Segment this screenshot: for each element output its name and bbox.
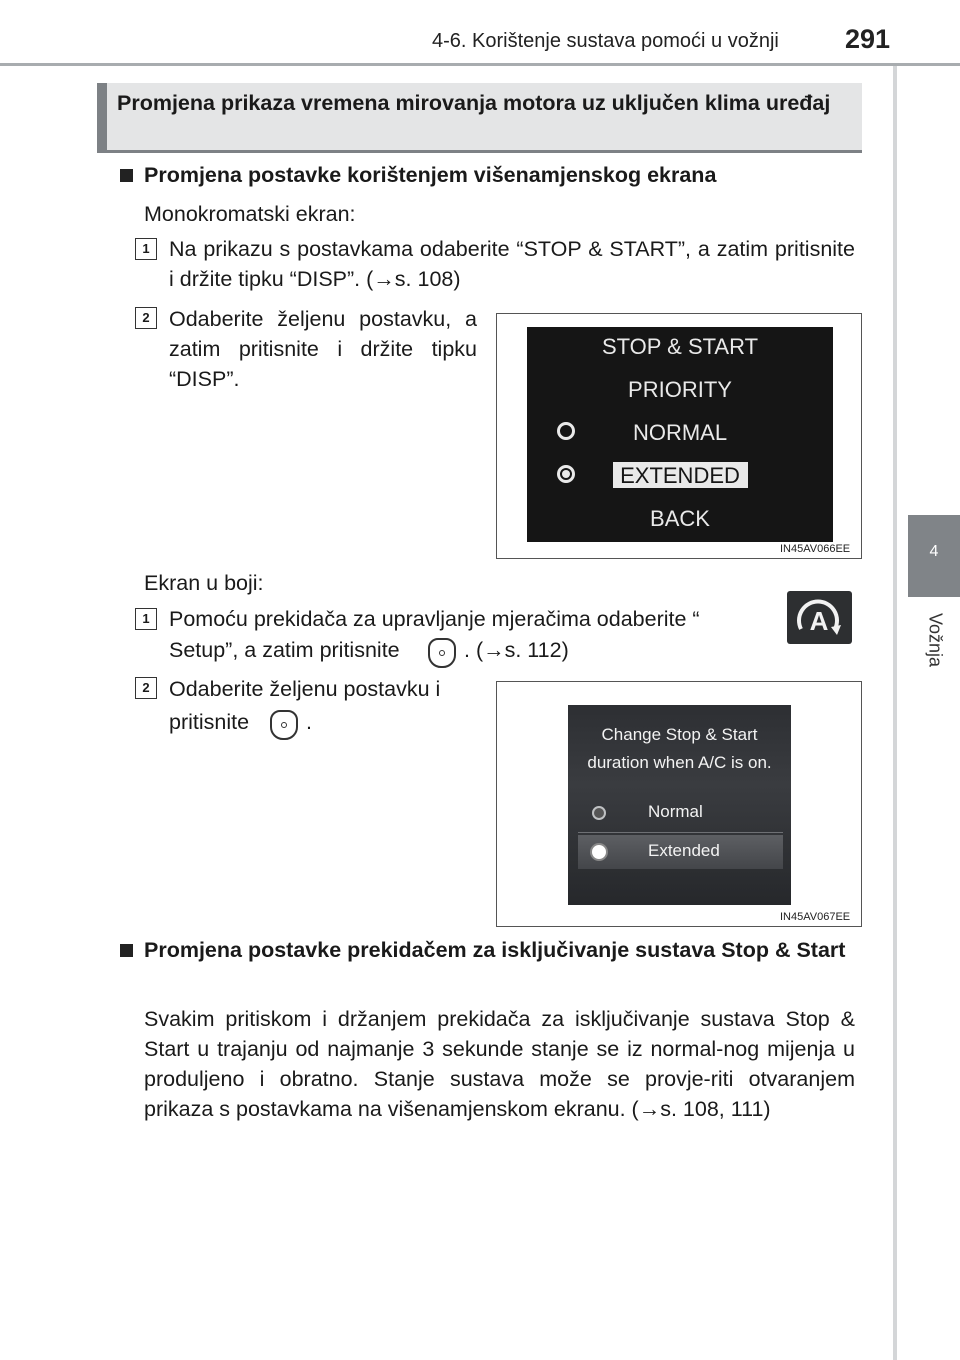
bullet-square-icon: [120, 169, 133, 182]
color-option-normal-label: Normal: [648, 802, 703, 821]
color-step-1-line-2a: Setup”, a zatim pritisnite: [169, 638, 400, 662]
chapter-number: 4: [929, 543, 939, 560]
mono-option-extended: EXTENDED: [620, 463, 740, 488]
subheading-multi-display: Promjena postavke korištenjem višenamjenskog ekrana: [144, 163, 717, 187]
color-step-1-line-1: Pomoću prekidača za upravljanje mjeračima odaberite “: [169, 607, 700, 631]
figure-code-2: IN45AV067EE: [780, 911, 851, 923]
step-number-1: 1: [135, 238, 157, 260]
stop-start-body-text: Svakim pritiskom i držanjem prekidača za isključivanje sustava Stop & Start u trajanju od najmanje 3 sekunde stanje se iz normal-nog mijenja u produljeno i obratno. Stanje sustava može se provje-riti otvaranjem prikaza s postavkama na višenamjenskom ekranu. (→s. 108, 111): [144, 1007, 855, 1121]
color-title-line-2: duration when A/C is on.: [587, 753, 772, 772]
running-header: 4-6. Korištenje sustava pomoći u vožnji: [432, 30, 779, 52]
color-step-number-2: 2: [135, 677, 157, 699]
radio-selected-icon: [592, 845, 606, 859]
color-step-2-line-2a: pritisnite: [169, 710, 250, 734]
section-heading: Promjena prikaza vremena mirovanja motora uz uključen klima uređaj: [117, 91, 831, 115]
mono-display-screen: [527, 327, 833, 542]
chapter-tab: [908, 515, 960, 597]
color-option-extended-label: Extended: [648, 841, 720, 860]
enter-button-icon: [428, 638, 456, 668]
enter-button-icon-2: [270, 710, 298, 740]
mono-title: STOP & START: [601, 334, 759, 359]
chapter-label: Vožnja: [925, 612, 946, 668]
bullet-square-icon-2: [120, 944, 133, 957]
subheading-stop-start-switch: Promjena postavke prekidačem za isključivanje sustava Stop & Start: [144, 938, 846, 962]
auto-ac-icon: [787, 591, 852, 644]
section-heading-box: [97, 83, 862, 153]
mono-screen-label: Monokromatski ekran:: [144, 202, 356, 226]
color-step-2-line-2b: .: [306, 710, 312, 734]
color-step-1-line-2b: . (→s. 112): [464, 638, 569, 662]
step-number-2: 2: [135, 307, 157, 329]
svg-text:A: A: [809, 606, 829, 636]
color-title-line-1: Change Stop & Start: [601, 725, 758, 744]
color-display-screen: [568, 705, 791, 905]
mono-option-normal: NORMAL: [632, 420, 728, 445]
mono-back: BACK: [650, 506, 710, 531]
color-option-normal: [578, 796, 783, 830]
side-rule: [893, 66, 897, 1360]
header-rule: [0, 63, 960, 66]
color-step-number-1: 1: [135, 608, 157, 630]
color-step-2-line-1: Odaberite željenu postavku i: [169, 677, 441, 701]
color-option-extended: [578, 835, 783, 869]
step-2-text: Odaberite željenu postavku, a zatim pritisnite i držite tipku “DISP”.: [169, 307, 477, 391]
step-1-text: Na prikazu s postavkama odaberite “STOP & START”, a zatim pritisnite i držite tipku “DISP”. (→s. 108): [169, 237, 855, 291]
figure-code-1: IN45AV066EE: [780, 543, 851, 555]
option-divider: [578, 832, 783, 833]
color-screen-label: Ekran u boji:: [144, 571, 264, 595]
radio-empty-icon: [592, 806, 606, 820]
mono-priority: PRIORITY: [628, 377, 732, 402]
page-number: 291: [845, 24, 891, 54]
